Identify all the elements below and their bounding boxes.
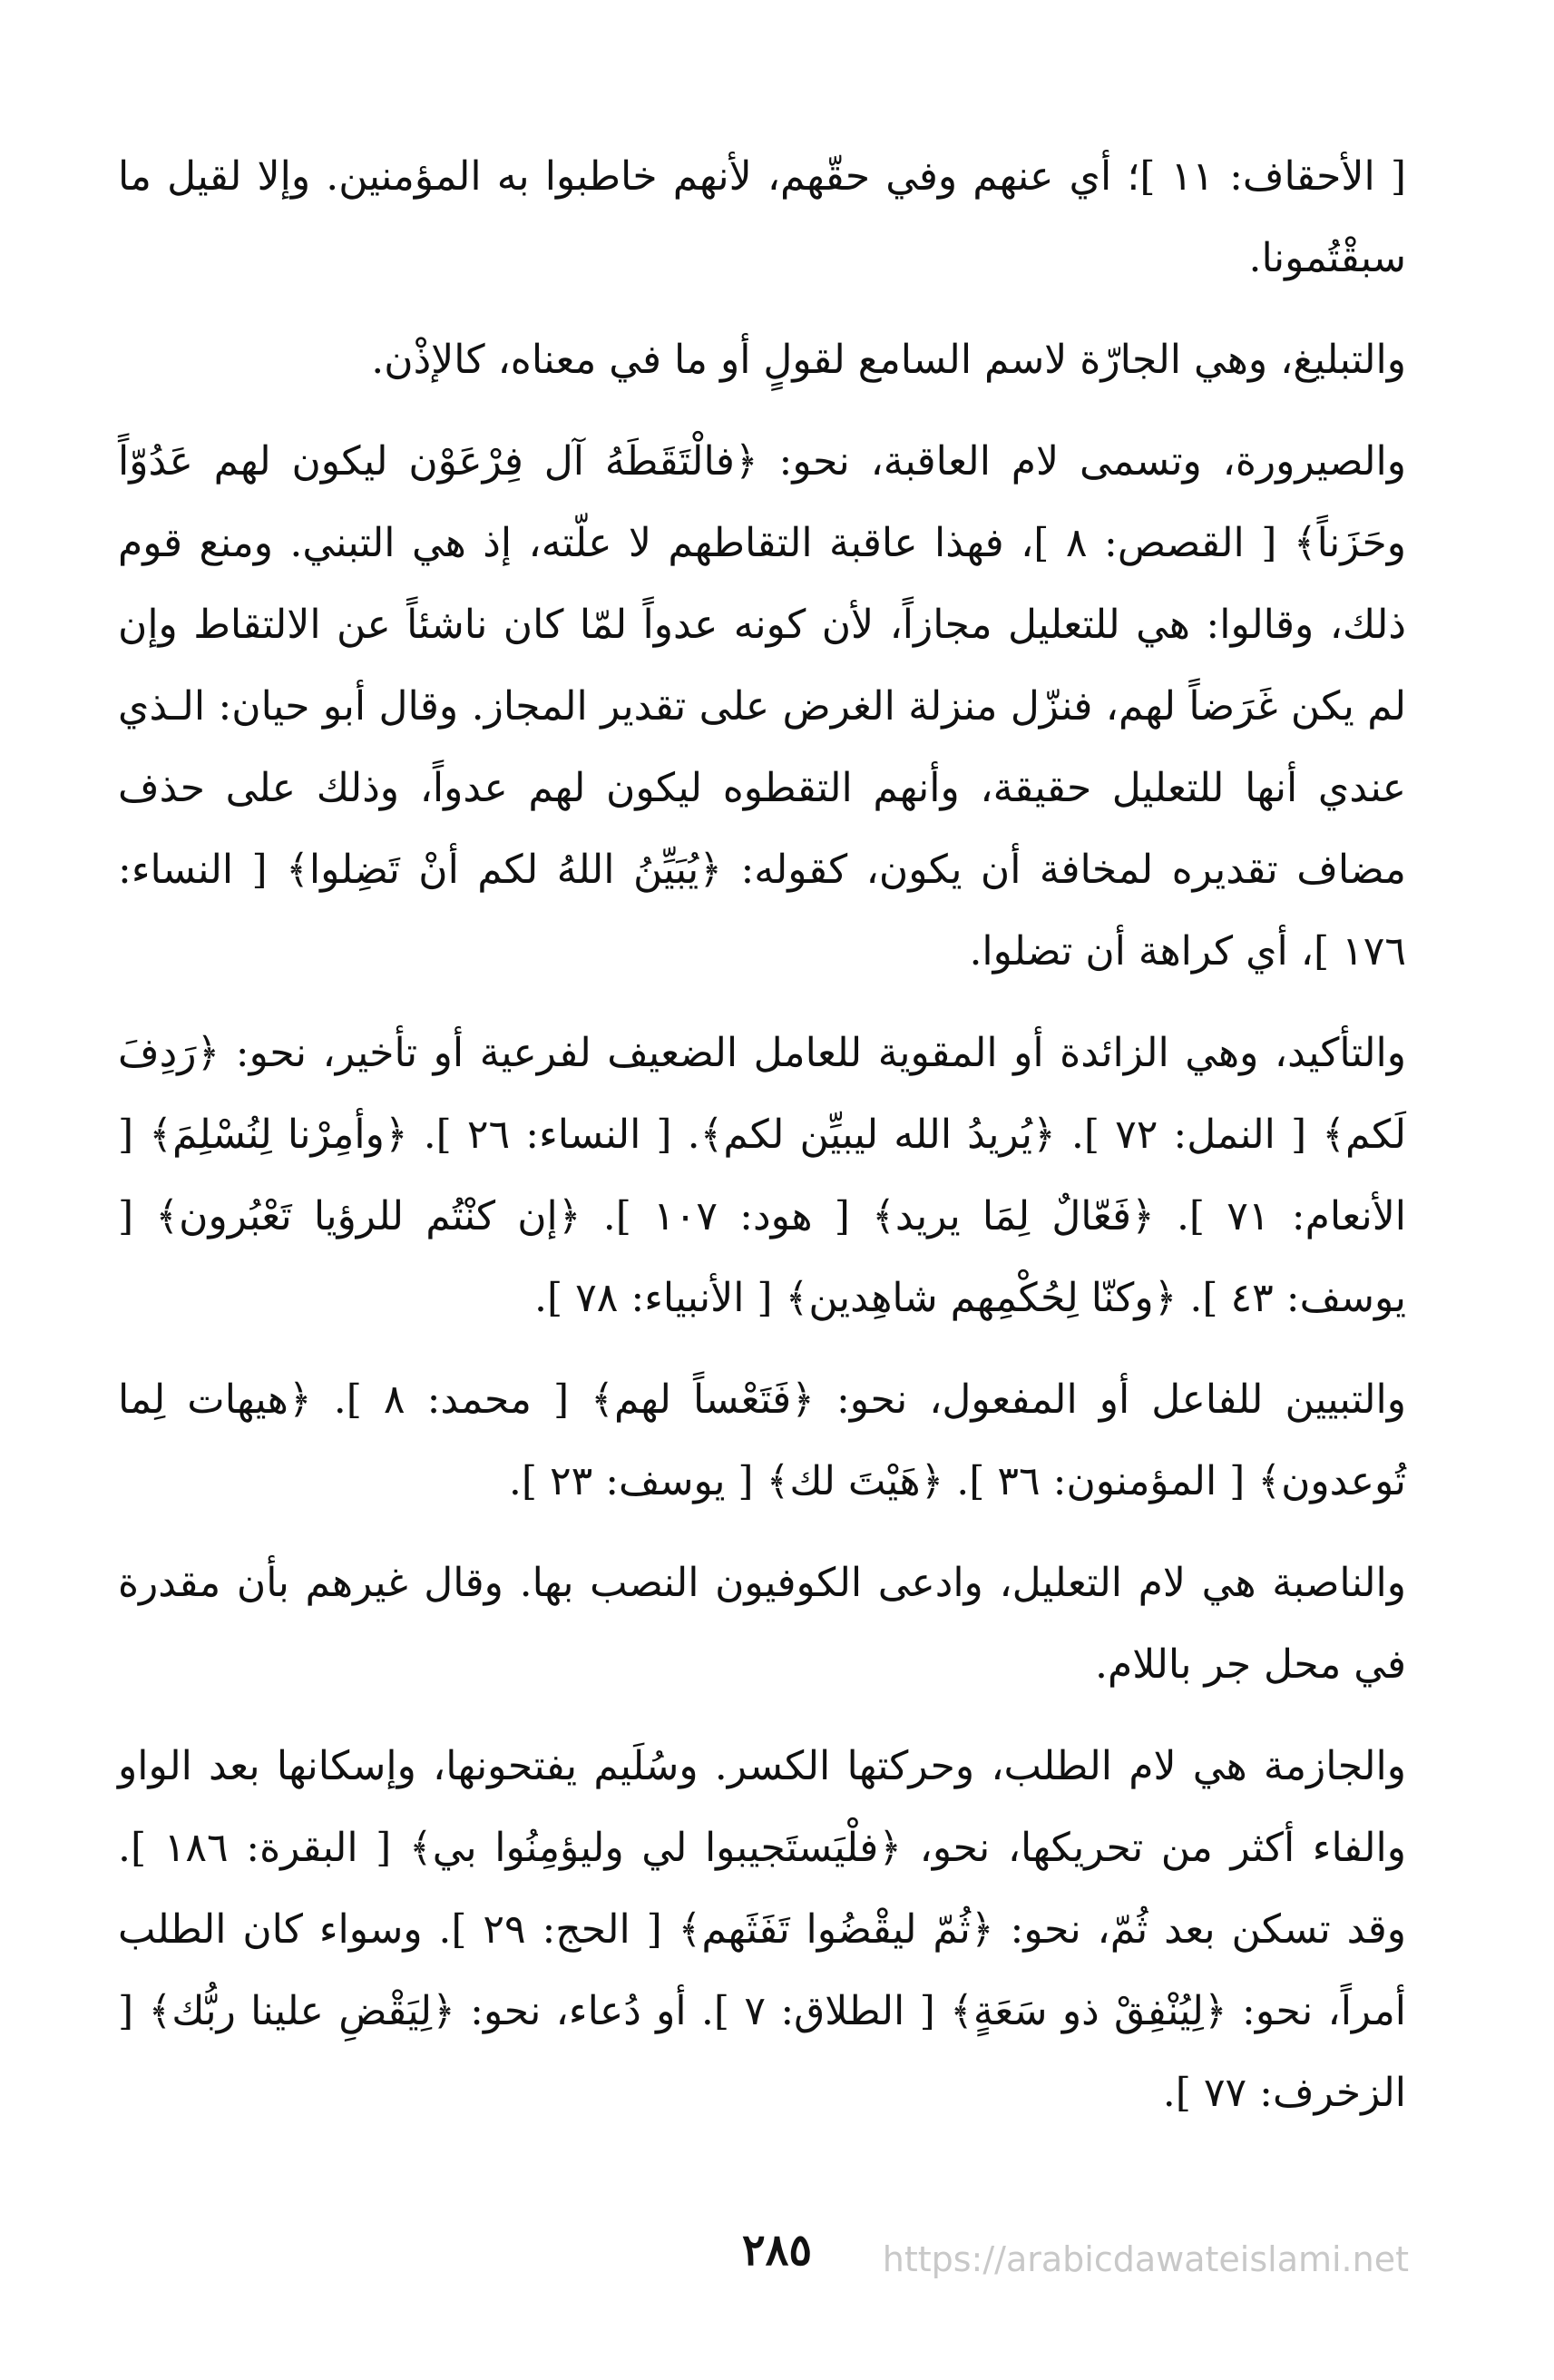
paragraph-1: [ الأحقاف: ١١ ]؛ أي عنهم وفي حقّهم، لأنهم خاطبوا به المؤمنين. وإلا لقيل ما سبقْتُمونا.: [118, 153, 1406, 281]
paragraph-7: والجازمة هي لام الطلب، وحركتها الكسر. وسُلَيم يفتحونها، وإسكانها بعد الواو والفاء أكثر من تحريكها، نحو، ﴿فلْيَستَجيبوا لي وليؤمِنُوا بي﴾ [ البقرة: ١٨٦ ]. وقد تسكن بعد ثُمّ، نحو: ﴿ثُمّ ليقْضُوا تَفَثَهم﴾ [ الحج: ٢٩ ]. وسواء كان الطلب أمراً، نحو: ﴿لِيُنْفِقْ ذو سَعَةٍ﴾ [ الطلاق: ٧ ]. أو دُعاء، نحو: ﴿لِيَقْضِ علينا ربُّك﴾ [ الزخرف: ٧٧ ].: [118, 1743, 1407, 2116]
paragraph-6: والناصبة هي لام التعليل، وادعى الكوفيون النصب بها. وقال غيرهم بأن مقدرة في محل جر باللام.: [118, 1560, 1406, 1688]
paragraph-2: والتبليغ، وهي الجارّة لاسم السامع لقولٍ أو ما في معناه، كالإذْن.: [371, 337, 1406, 383]
page-text: [118, 136, 1406, 2223]
paragraph-5: والتبيين للفاعل أو المفعول، نحو: ﴿فَتَعْساً لهم﴾ [ محمد: ٨ ]. ﴿هيهات لِما تُوعدون﴾ [ المؤمنون: ٣٦ ]. ﴿هَيْتَ لك﴾ [ يوسف: ٢٣ ].: [118, 1376, 1406, 1504]
page-number: ٢٨٥: [741, 2225, 813, 2276]
paragraph-4: والتأكيد، وهي الزائدة أو المقوية للعامل الضعيف لفرعية أو تأخير، نحو: ﴿رَدِفَ لَكم﴾ [ النمل: ٧٢ ]. ﴿يُريدُ الله ليبيِّن لكم﴾. [ النساء: ٢٦ ]. ﴿وأمِرْنا لِنُسْلِمَ﴾ [ الأنعام: ٧١ ]. ﴿فَعّالٌ لِمَا يريد﴾ [ هود: ١٠٧ ]. ﴿إن كنْتُم للرؤيا تَعْبُرون﴾ [ يوسف: ٤٣ ]. ﴿وكنّا لِحُكْمِهم شاهِدين﴾ [ الأنبياء: ٧٨ ].: [118, 1030, 1407, 1321]
paragraph-3: والصيرورة، وتسمى لام العاقبة، نحو: ﴿فالْتَقَطَهُ آل فِرْعَوْن ليكون لهم عَدُوّاً وحَزَناً﴾ [ القصص: ٨ ]، فهذا عاقبة التقاطهم لا علّته، إذ هي التبني. ومنع قوم ذلك، وقالوا: هي للتعليل مجازاً، لأن كونه عدواً لمّا كان ناشئاً عن الالتقاط وإن لم يكن غَرَضاً لهم، فنزّل منزلة الغرض على تقدير المجاز. وقال أبو حيان: الـذي عندي أنها للتعليل حقيقة، وأنهم التقطوه ليكون لهم عدواً، وذلك على حذف مضاف تقديره لمخافة أن يكون، كقوله: ﴿يُبَيِّنُ اللهُ لكم أنْ تَضِلوا﴾ [ النساء: ١٧٦ ]، أي كراهة أن تضلوا.: [118, 438, 1406, 975]
watermark-url: https://arabicdawateislami.net: [882, 2239, 1409, 2279]
